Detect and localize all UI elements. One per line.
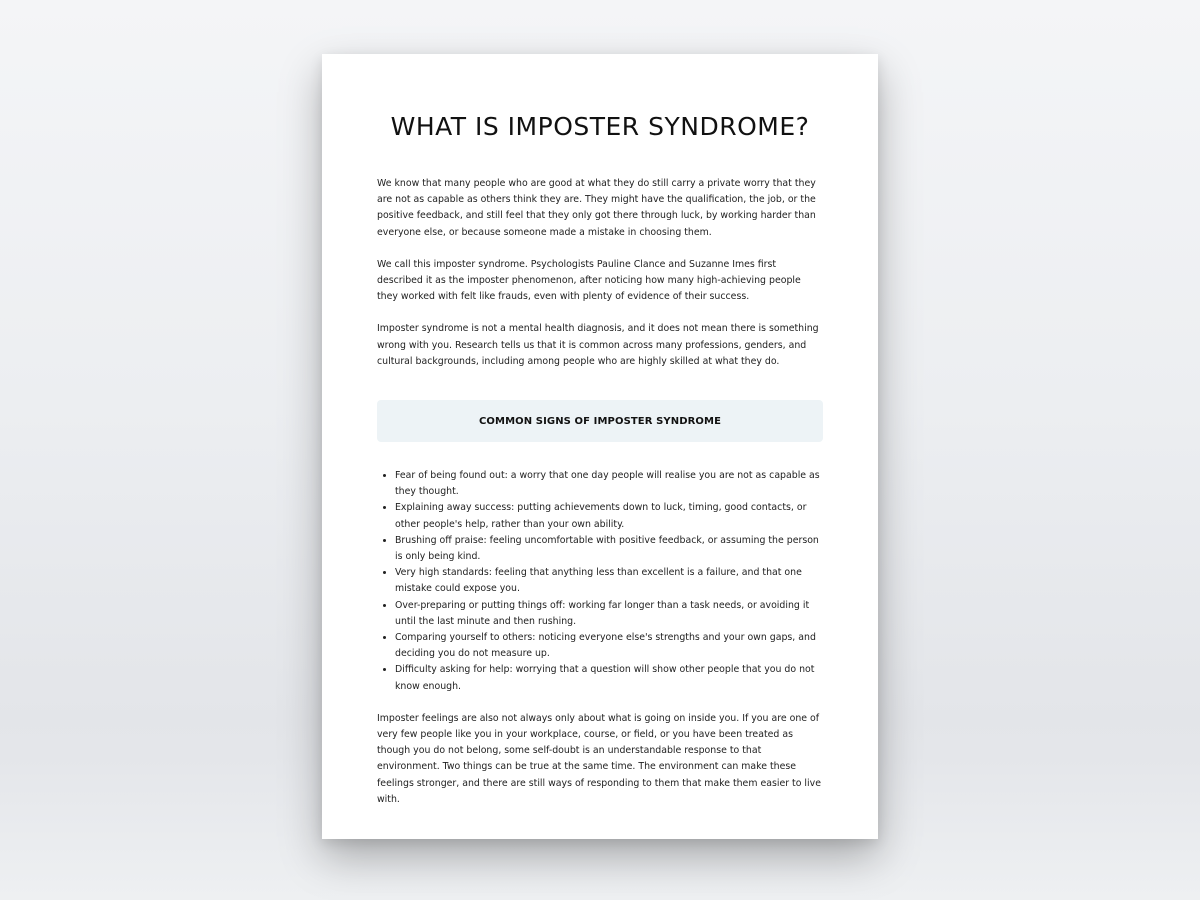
sign-item: • Very high standards: feeling that anything less than excellent is a failure, and that one mistake could expose you. [395, 565, 823, 597]
sign-item: • Comparing yourself to others: noticing everyone else's strengths and your own gaps, and deciding you do not measure up. [395, 630, 823, 662]
document-title: WHAT IS IMPOSTER SYNDROME? [390, 112, 810, 141]
definition-paragraph: We call this imposter syndrome. Psychologists Pauline Clance and Suzanne Imes first described it as the imposter phenomenon, after noticing how many high-achieving people they worked with felt like frauds, even with plenty of evidence of their success. [377, 258, 801, 303]
signs-heading-box [377, 400, 823, 442]
signs-heading: COMMON SIGNS OF IMPOSTER SYNDROME [478, 415, 722, 427]
signs-list [377, 468, 823, 695]
sign-item: • Fear of being found out: a worry that one day people will realise you are not as capable as they thought. [395, 468, 823, 500]
sign-item: • Explaining away success: putting achievements down to luck, timing, good contacts, or other people's help, rather than your own ability. [395, 500, 823, 532]
sign-item: • Difficulty asking for help: worrying that a question will show other people that you do not know enough. [395, 662, 823, 694]
closing-paragraph: Imposter feelings are also not always only about what is going on inside you. If you are one of very few people like you in your workplace, course, or field, or you have been treated as though you do not belong, some self-doubt is an understandable response to that environment. Two things can be true at the same time. The environment can make these feelings stronger, and there are still ways of responding to them that make them easier to live with. [377, 712, 821, 805]
sign-item: • Over-preparing or putting things off: working far longer than a task needs, or avoiding it until the last minute and then rushing. [395, 598, 823, 630]
diagnosis-paragraph: Imposter syndrome is not a mental health diagnosis, and it does not mean there is something wrong with you. Research tells us that it is common across many professions, genders, and cultural backgrounds, including among people who are highly skilled at what they do. [377, 323, 819, 367]
sign-item: • Brushing off praise: feeling uncomfortable with positive feedback, or assuming the person is only being kind. [395, 533, 823, 565]
intro-paragraph: We know that many people who are good at what they do still carry a private worry that they are not as capable as others think they are. They might have the qualification, the job, or the positive feedback, and still feel that they only got there through luck, by working harder than everyone else, or because someone made a mistake in choosing them. [377, 178, 816, 238]
document-page [322, 54, 878, 839]
